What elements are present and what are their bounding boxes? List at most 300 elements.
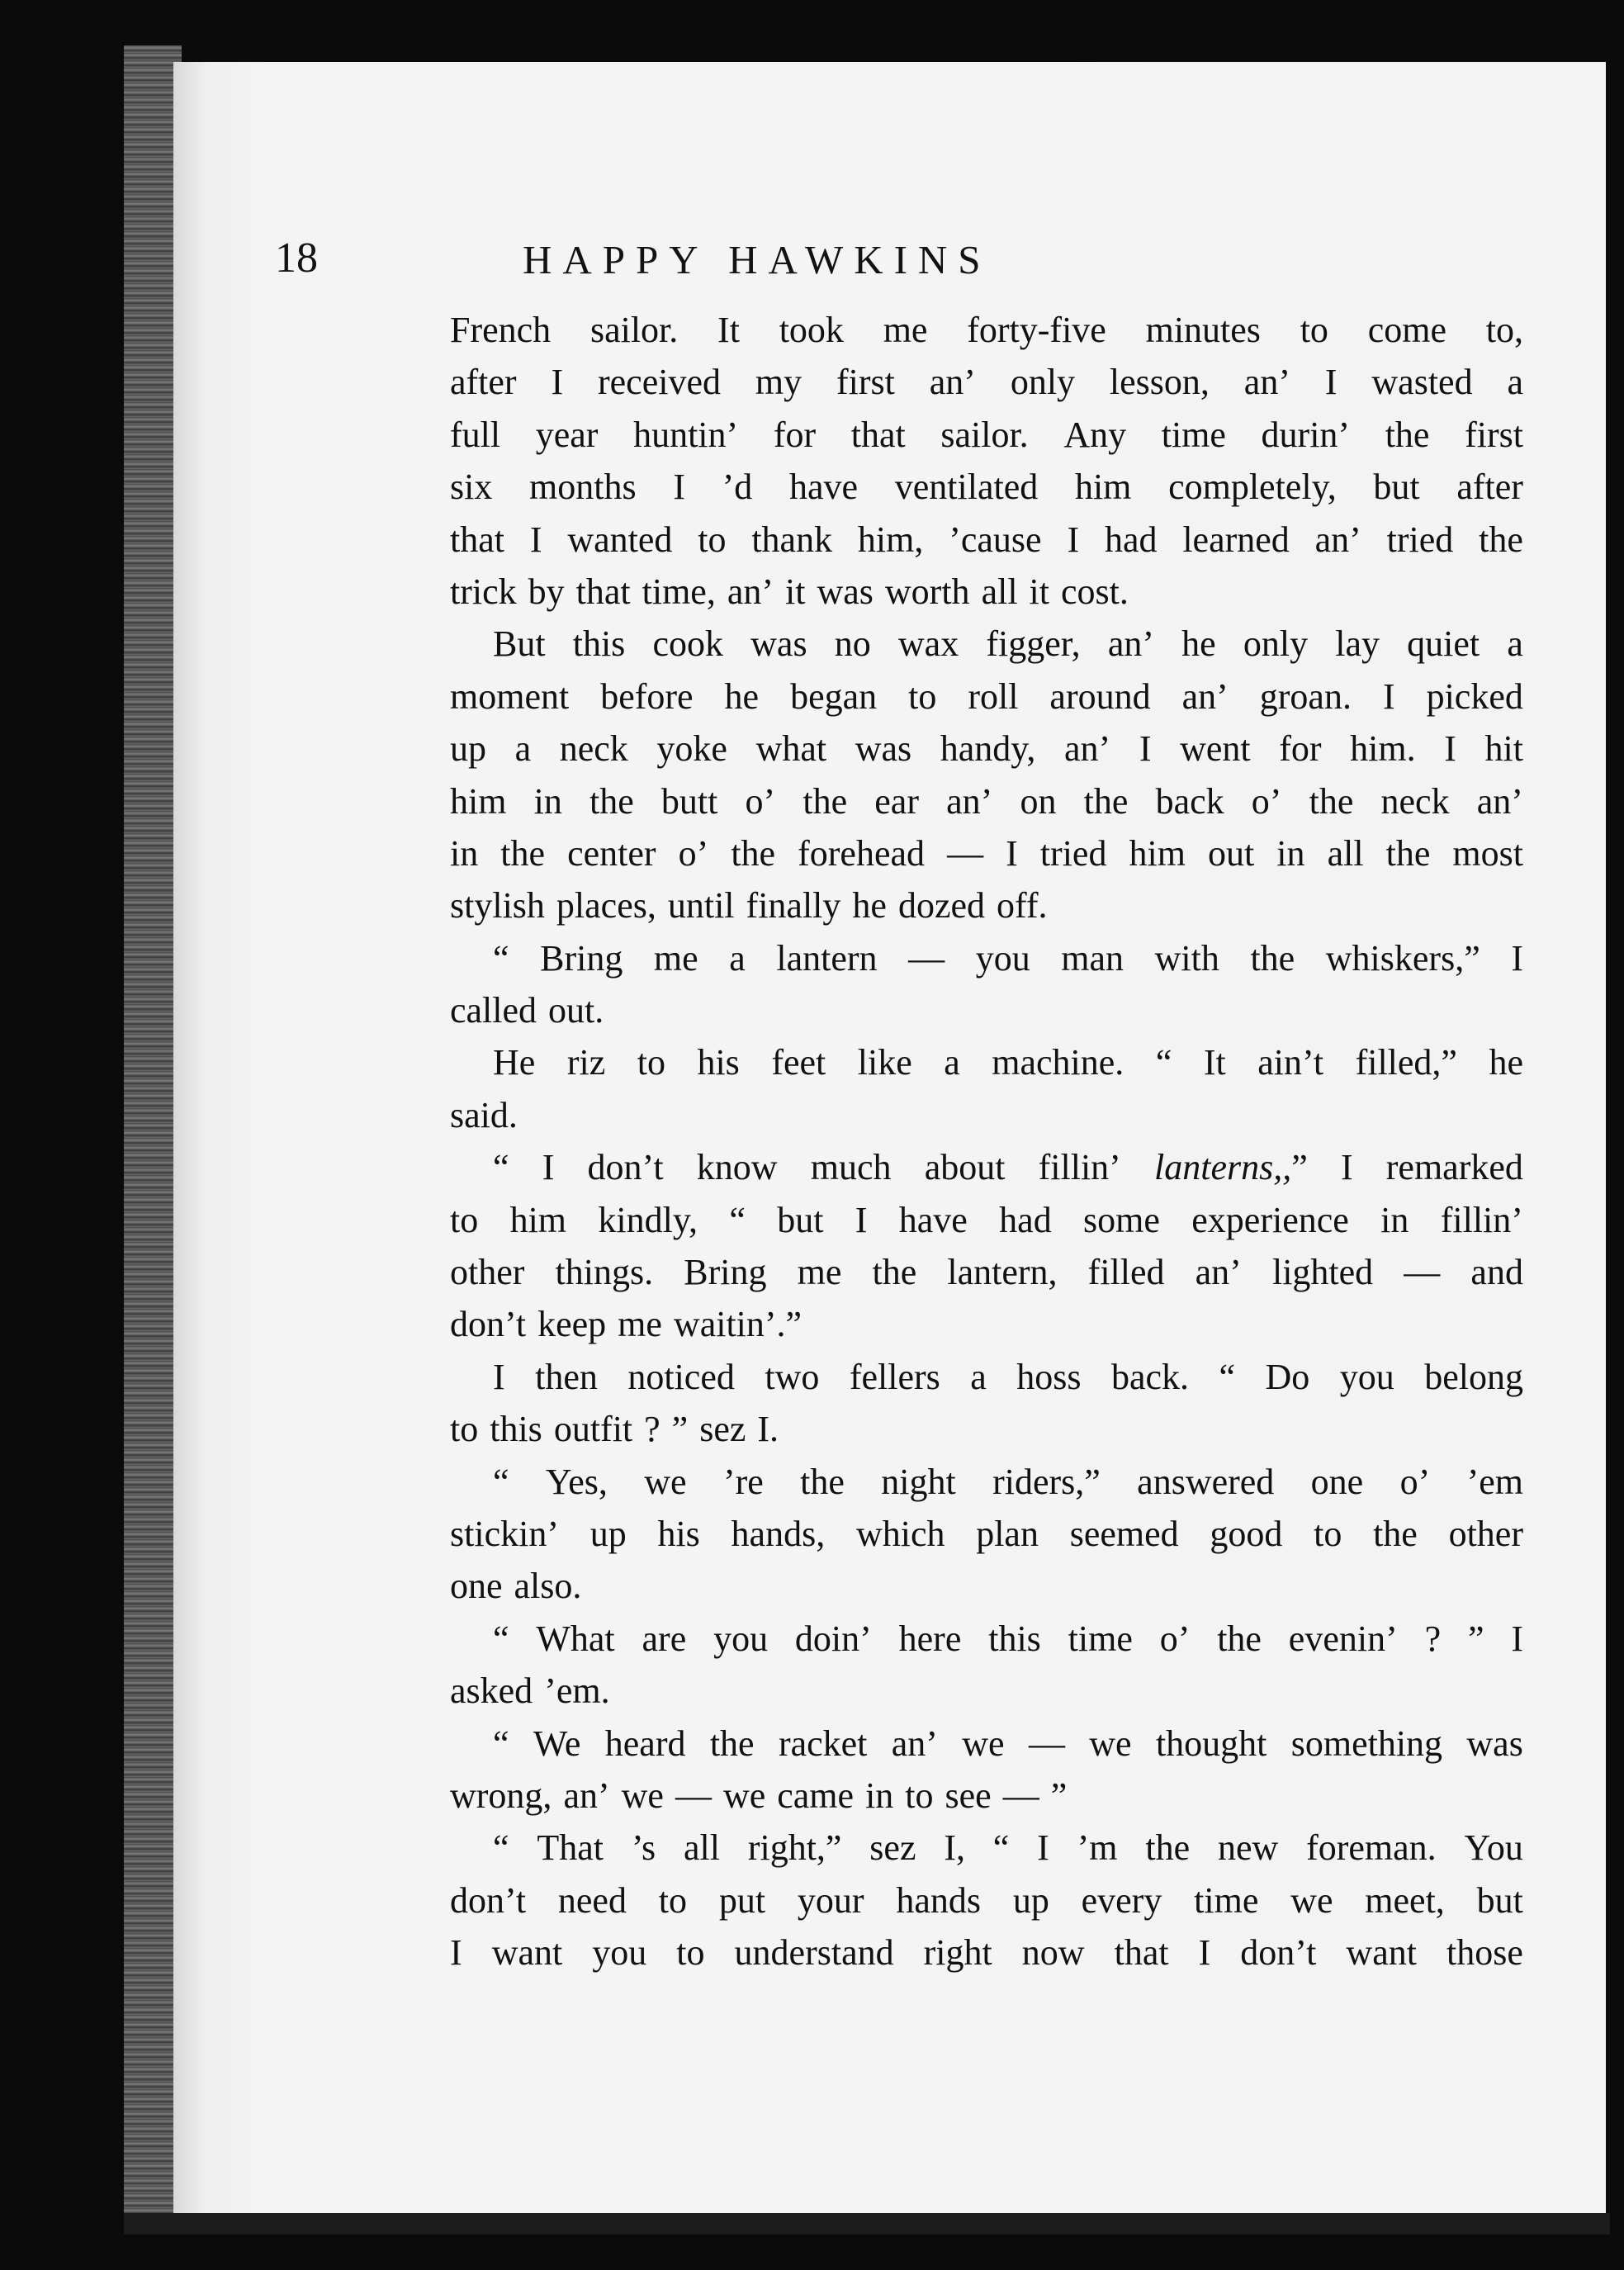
word: he	[724, 675, 760, 717]
word: the	[1083, 780, 1129, 822]
text-line	[450, 304, 1523, 356]
word: which	[855, 1513, 945, 1554]
word: up	[450, 728, 486, 770]
word: figger,	[986, 623, 1081, 665]
word: you	[713, 1618, 769, 1659]
word: fillin’	[1440, 1199, 1523, 1240]
word: now	[1021, 1932, 1085, 1974]
word: We	[533, 1723, 581, 1764]
word: o’	[745, 780, 776, 822]
word: neck	[1380, 780, 1450, 822]
word: time	[1161, 414, 1226, 455]
word: lesson,	[1109, 362, 1210, 403]
word: wanted	[567, 519, 673, 560]
word: plan	[976, 1513, 1039, 1554]
word: we	[722, 1775, 766, 1816]
word: wrong,	[450, 1775, 552, 1816]
word: center	[567, 832, 656, 874]
word: I	[1037, 1827, 1049, 1869]
word: trick	[450, 571, 517, 612]
word: keep	[537, 1304, 607, 1345]
word: me	[797, 1252, 842, 1293]
word: neck	[559, 728, 628, 770]
word: but	[1373, 467, 1420, 508]
word: an’	[1064, 728, 1111, 770]
word: ventilated	[894, 467, 1039, 508]
word: the	[500, 832, 546, 874]
word: two	[765, 1356, 820, 1397]
word: that	[1114, 1932, 1169, 1974]
text-line	[450, 775, 1523, 827]
word: have	[789, 467, 859, 508]
word: picked	[1426, 675, 1523, 717]
word: me	[618, 1304, 662, 1345]
word: I	[1139, 728, 1152, 770]
word: ear	[874, 780, 919, 822]
word: handy,	[940, 728, 1036, 770]
word: belong	[1424, 1356, 1523, 1397]
text-line	[450, 879, 1523, 931]
word: machine.	[992, 1042, 1124, 1083]
word: heard	[604, 1723, 686, 1764]
text-line	[450, 461, 1523, 513]
word: all	[981, 571, 1018, 612]
text-line	[493, 932, 1523, 984]
word: we	[962, 1723, 1005, 1764]
word: tried	[1039, 832, 1107, 874]
word: Any	[1063, 414, 1127, 455]
word: ?	[644, 1409, 660, 1450]
word: cost.	[1061, 571, 1129, 612]
word: lantern	[776, 937, 878, 979]
word: to	[637, 1042, 665, 1083]
word: ’re	[722, 1461, 764, 1502]
word: full	[450, 414, 501, 455]
word: Do	[1265, 1356, 1310, 1397]
word: one	[450, 1566, 503, 1607]
word: an’	[1476, 780, 1523, 822]
word: the	[872, 1252, 917, 1293]
word: his	[697, 1042, 740, 1083]
text-line	[450, 723, 1523, 775]
word: an’	[727, 571, 774, 612]
word: sez	[699, 1409, 746, 1450]
word: I	[1324, 362, 1338, 403]
word: time,	[642, 571, 716, 612]
word: him,	[857, 519, 924, 560]
word: foreman.	[1306, 1827, 1437, 1869]
word: night	[881, 1461, 956, 1502]
running-title: HAPPY HAWKINS	[523, 237, 992, 282]
word: Bring	[684, 1252, 767, 1293]
word: in	[450, 832, 479, 874]
word: up	[1012, 1879, 1049, 1921]
word: stylish	[450, 885, 545, 926]
word: other	[1448, 1513, 1523, 1554]
text-line	[450, 1089, 1523, 1141]
text-line	[450, 409, 1523, 461]
word: to	[698, 519, 727, 560]
word: don’t	[450, 1879, 527, 1921]
word: the	[1250, 937, 1295, 979]
word: in	[865, 1775, 894, 1816]
word: this	[572, 623, 626, 665]
text-line	[493, 1456, 1523, 1508]
word: we	[644, 1461, 687, 1502]
word: to	[905, 1775, 934, 1816]
word: about	[924, 1147, 1006, 1188]
word: have	[898, 1199, 968, 1240]
text-line	[450, 1246, 1523, 1298]
word: like	[857, 1042, 912, 1083]
word: don’t	[450, 1304, 527, 1345]
word: hoss	[1016, 1356, 1082, 1397]
word: ”	[1050, 1775, 1068, 1816]
word: tried	[1386, 519, 1454, 560]
word: Yes,	[545, 1461, 608, 1502]
word: I	[1067, 519, 1080, 560]
word: you	[592, 1932, 647, 1974]
text-line	[493, 618, 1523, 670]
word: other	[450, 1252, 525, 1293]
word: back	[1155, 780, 1224, 822]
word: ’d	[722, 467, 753, 508]
text-line	[493, 1036, 1523, 1088]
word: moment	[450, 675, 570, 717]
word: wasted	[1371, 362, 1473, 403]
word: lantern,	[947, 1252, 1058, 1293]
text-line	[493, 1141, 1523, 1193]
word: filled	[1087, 1252, 1165, 1293]
word: yoke	[656, 728, 727, 770]
word: I	[1511, 1618, 1523, 1659]
word: to	[676, 1932, 705, 1974]
word: the	[1217, 1618, 1262, 1659]
word: I	[1198, 1932, 1211, 1974]
word: it	[785, 571, 806, 612]
word: we	[1089, 1723, 1132, 1764]
word: forty-five	[967, 310, 1106, 350]
word: an’	[1243, 362, 1290, 403]
word: a	[1507, 362, 1523, 403]
word: ’cause	[949, 519, 1042, 560]
word: need	[557, 1879, 627, 1921]
word: the	[589, 780, 634, 822]
word: racket	[778, 1723, 868, 1764]
word: no	[834, 623, 871, 665]
word: the	[800, 1461, 845, 1502]
word: —	[908, 937, 945, 979]
word: whiskers,”	[1325, 937, 1480, 979]
word: sailor.	[589, 310, 679, 350]
word: I	[1444, 728, 1456, 770]
word: evenin’	[1288, 1618, 1398, 1659]
word: I	[855, 1199, 868, 1240]
word: an’	[946, 780, 993, 822]
word: meet,	[1365, 1879, 1445, 1921]
word: an’	[891, 1723, 938, 1764]
text-line	[450, 1665, 1523, 1717]
word: for	[773, 414, 817, 455]
word: around	[1049, 675, 1151, 717]
word: He	[493, 1042, 536, 1083]
word: began	[790, 675, 878, 717]
word: stickin’	[450, 1513, 559, 1554]
word: sez	[869, 1827, 916, 1869]
text-line	[450, 1770, 1523, 1822]
word: thought	[1155, 1723, 1267, 1764]
word: an’	[563, 1775, 610, 1816]
word: only	[1243, 623, 1309, 665]
text-line	[493, 1718, 1523, 1770]
word: “	[493, 1618, 509, 1659]
word: durin’	[1261, 414, 1351, 455]
word: are	[642, 1618, 687, 1659]
word: off.	[997, 885, 1048, 926]
word: understand	[734, 1932, 894, 1974]
word: forehead	[798, 832, 926, 874]
word: o’	[678, 832, 709, 874]
word: I	[1006, 832, 1018, 874]
word: o’	[1159, 1618, 1191, 1659]
word: received	[598, 362, 721, 403]
word: feet	[771, 1042, 826, 1083]
word: in	[533, 780, 562, 822]
word: the	[731, 832, 776, 874]
word: places,	[556, 885, 656, 926]
word: —	[947, 832, 984, 874]
word: him.	[1350, 728, 1416, 770]
word: but	[1476, 1879, 1523, 1921]
text-line	[450, 1874, 1523, 1926]
word: a	[944, 1042, 960, 1083]
word: also.	[514, 1566, 582, 1607]
page-header	[275, 234, 1278, 291]
word: only	[1010, 362, 1076, 403]
text-line	[450, 984, 1523, 1036]
word: that	[450, 519, 504, 560]
word: I.	[757, 1409, 779, 1450]
word: good	[1210, 1513, 1283, 1554]
word: riz	[566, 1042, 606, 1083]
word: what	[755, 728, 827, 770]
word: —	[1028, 1723, 1065, 1764]
word: ?	[1424, 1618, 1442, 1659]
word: with	[1154, 937, 1219, 979]
word: to	[658, 1879, 688, 1921]
word: all	[684, 1827, 720, 1869]
word: to	[450, 1199, 479, 1240]
word: doin’	[794, 1618, 872, 1659]
word: You	[1464, 1827, 1523, 1869]
word: I	[1382, 675, 1395, 717]
word: he	[1181, 623, 1216, 665]
word: before	[600, 675, 694, 717]
word: time	[1194, 1879, 1259, 1921]
word: took	[779, 310, 844, 350]
word: after	[1456, 467, 1523, 508]
word: my	[755, 362, 803, 403]
word: him	[1074, 467, 1132, 508]
word: the	[1145, 1827, 1191, 1869]
word: was	[1466, 1723, 1523, 1764]
word: quiet	[1407, 623, 1480, 665]
word: learned	[1182, 519, 1290, 560]
word: —	[675, 1775, 712, 1816]
word: had	[999, 1199, 1052, 1240]
text-line	[493, 1351, 1523, 1403]
word: we	[1290, 1879, 1333, 1921]
word: him	[509, 1199, 567, 1240]
text-line	[450, 514, 1523, 566]
word: It	[717, 310, 740, 350]
word: groan.	[1259, 675, 1352, 717]
word: some	[1083, 1199, 1160, 1240]
word: want	[491, 1932, 563, 1974]
word: one	[1310, 1461, 1364, 1502]
word: an’	[1181, 675, 1229, 717]
word: had	[1104, 519, 1158, 560]
word: hit	[1484, 728, 1523, 770]
word: ’em.	[544, 1671, 610, 1712]
word: said.	[450, 1094, 518, 1135]
word: an’	[1314, 519, 1361, 560]
word: don’t	[1240, 1932, 1317, 1974]
word: it	[1029, 571, 1049, 612]
text-line	[493, 1613, 1523, 1665]
text-line	[450, 1926, 1523, 1979]
word: an’	[929, 362, 976, 403]
word: him	[450, 780, 507, 822]
word: “	[493, 1723, 509, 1764]
word: time	[1068, 1618, 1133, 1659]
word: minutes	[1145, 310, 1261, 350]
word: the	[1309, 780, 1354, 822]
word: the	[1385, 832, 1431, 874]
word: “	[493, 937, 509, 979]
word: months	[529, 467, 637, 508]
word: riders,”	[992, 1461, 1101, 1502]
word: the	[1385, 414, 1430, 455]
word: out.	[548, 990, 604, 1031]
word: first	[1465, 414, 1523, 455]
word: that	[575, 571, 631, 612]
word: ain’t	[1257, 1042, 1324, 1083]
word: was	[817, 571, 874, 612]
word: you	[975, 937, 1030, 979]
word: new	[1217, 1827, 1279, 1869]
word: on	[1020, 780, 1057, 822]
word: his	[657, 1513, 700, 1554]
word: an’	[1195, 1252, 1242, 1293]
word: fellers	[849, 1356, 940, 1397]
word: right,”	[747, 1827, 842, 1869]
word: outfit	[553, 1409, 633, 1450]
word: the	[1479, 519, 1523, 560]
word: “	[493, 1461, 509, 1502]
word: remarked	[1385, 1147, 1523, 1188]
word: kindly,	[598, 1199, 698, 1240]
word: he	[1489, 1042, 1523, 1083]
word: to	[908, 675, 937, 717]
page-bottom-shadow	[124, 2213, 1610, 2234]
word: answered	[1137, 1461, 1275, 1502]
word: I,	[944, 1827, 965, 1869]
word: was	[750, 623, 807, 665]
word: those	[1446, 1932, 1523, 1974]
word: want	[1346, 1932, 1417, 1974]
word: after	[450, 362, 517, 403]
word: me	[883, 310, 928, 350]
word: me	[653, 937, 698, 979]
word: ”	[1467, 1618, 1484, 1659]
word: this	[988, 1618, 1041, 1659]
word: o’	[1399, 1461, 1431, 1502]
text-line	[450, 1194, 1523, 1246]
word: out	[1208, 832, 1255, 874]
text-line	[450, 671, 1523, 723]
word: ’s	[631, 1827, 656, 1869]
word: ’em	[1466, 1461, 1523, 1502]
word: we	[621, 1775, 664, 1816]
word: to,	[1485, 310, 1523, 350]
word: that	[850, 414, 906, 455]
word: I	[1511, 937, 1523, 979]
word: something	[1290, 1723, 1443, 1764]
word: a	[514, 728, 532, 770]
word: —	[1404, 1252, 1441, 1293]
word: a	[970, 1356, 987, 1397]
word: huntin’	[633, 414, 739, 455]
word: things.	[555, 1252, 654, 1293]
word: lay	[1335, 623, 1380, 665]
word: worth	[884, 571, 970, 612]
word: you	[1339, 1356, 1394, 1397]
text-line	[450, 566, 1523, 618]
word: fillin’	[1038, 1147, 1121, 1188]
word: man	[1061, 937, 1124, 979]
word: to	[450, 1409, 479, 1450]
word: noticed	[627, 1356, 735, 1397]
word: “	[1219, 1356, 1235, 1397]
word: “	[729, 1199, 746, 1240]
word: hands,	[731, 1513, 826, 1554]
word: “	[1155, 1042, 1172, 1083]
word: six	[450, 467, 493, 508]
word: this	[490, 1409, 542, 1450]
word: I	[450, 1932, 462, 1974]
word: I	[493, 1356, 505, 1397]
word: I	[551, 362, 564, 403]
word: experience	[1191, 1199, 1349, 1240]
word: much	[810, 1147, 892, 1188]
word: here	[898, 1618, 962, 1659]
word: cook	[652, 623, 723, 665]
word: the	[1373, 1513, 1418, 1554]
text-line	[450, 827, 1523, 879]
word: all	[1327, 832, 1364, 874]
word: to	[1314, 1513, 1342, 1554]
word: see	[945, 1775, 992, 1816]
word: he	[852, 885, 887, 926]
word: a	[1507, 623, 1523, 665]
word: then	[535, 1356, 598, 1397]
word: first	[836, 362, 895, 403]
word: That	[537, 1827, 604, 1869]
word: completely,	[1168, 467, 1337, 508]
word: in	[1276, 832, 1305, 874]
word: sailor.	[940, 414, 1029, 455]
